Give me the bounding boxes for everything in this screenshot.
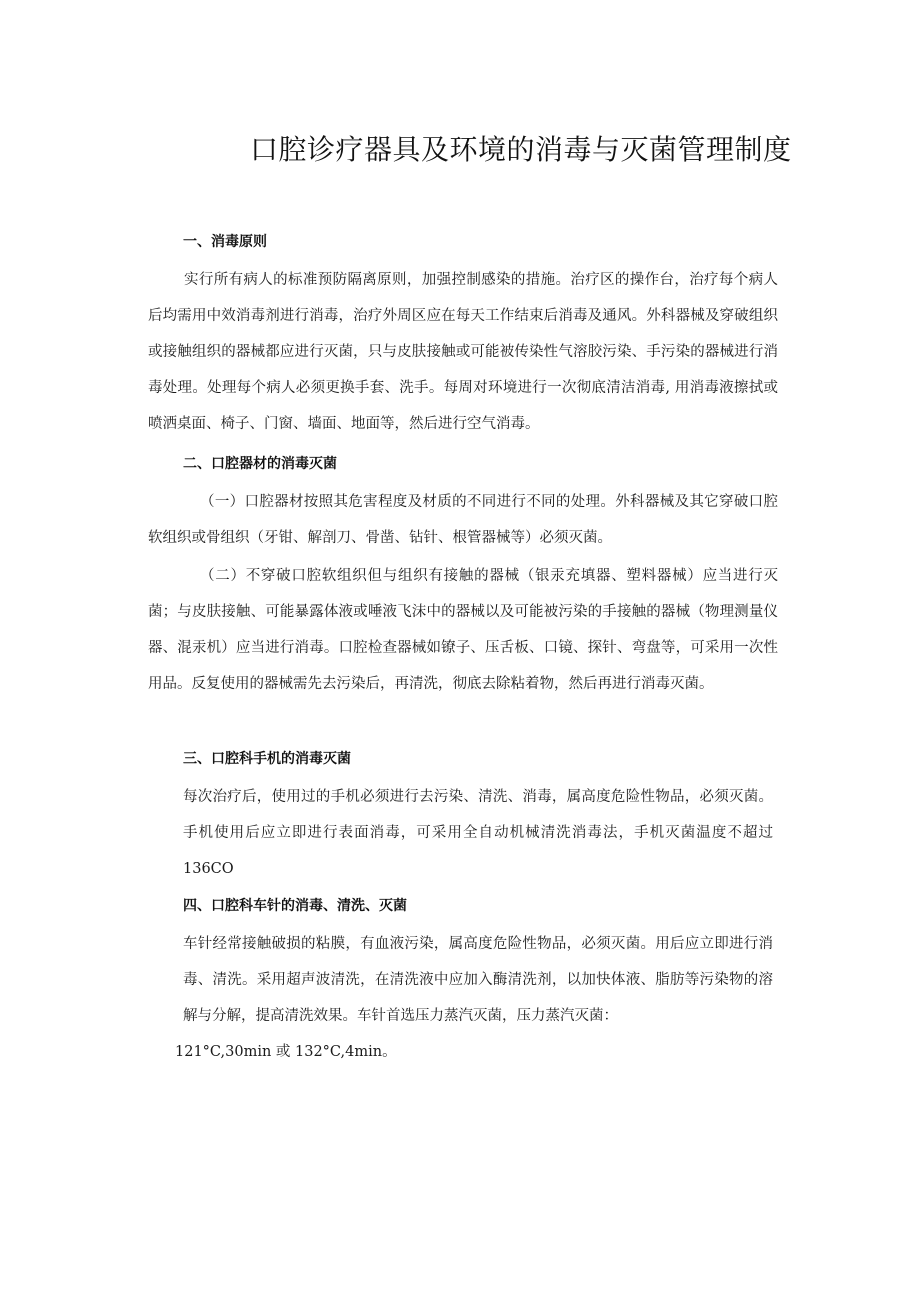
section-2-paragraph-2: （二）不穿破口腔软组织但与组织有接触的器械（银汞充填器、塑料器械）应当进行灭菌；与皮肤接触、可能暴露体液或唾液飞沫中的器械以及可能被污染的手接触的器械（物理测量仪器、混汞机）应当进行消毒。口腔检查器械如镣子、压舌板、口镜、探针、弯盘等，可采用一次性用品。反复使用的器械需先去污染后，再清洗，彻底去除粘着物，然后再进行消毒灭菌。: [148, 568, 778, 692]
section-3-paragraph-1: 每次治疗后，使用过的手机必须进行去污染、清洗、消毒，属高度危险性物品，必须灭菌。手机使用后应立即进行表面消毒，可采用全自动机械清洗消毒法，手机灭菌温度不超过 136CO: [183, 789, 773, 877]
section-1-paragraph-1: 实行所有病人的标准预防隔离原则，加强控制感染的措施。治疗区的操作台，治疗每个病人后均需用中效消毒剂进行消毒，治疗外周区应在每天工作结束后消毒及通风。外科器械及穿破组织或接触组织的器械都应进行灭菌，只与皮肤接触或可能被传染性气溶胶污染、手污染的器械进行消毒处理。处理每个病人必须更换手套、洗手。每周对环境进行一次彻底清洁消毒, 用消毒液擦拭或喷洒桌面、椅子、门窗、墙面、地面等，然后进行空气消毒。: [148, 272, 778, 432]
document-title: 口腔诊疗器具及环境的消毒与灭菌管理制度: [250, 133, 792, 166]
section-heading-4: 四、口腔科车针的消毒、清洗、灭菌: [183, 898, 407, 914]
section-4-paragraph-1: 车针经常接触破损的粘膜，有血液污染，属高度危险性物品，必须灭菌。用后应立即进行消毒、清洗。采用超声波清洗，在清洗液中应加入酶清洗剂，以加快体液、脂肪等污染物的溶解与分解，提高清洗效果。车针首选压力蒸汽灭菌，压力蒸汽灭菌：: [183, 936, 773, 1024]
section-2-paragraph-1: （一）口腔器材按照其危害程度及材质的不同进行不同的处理。外科器械及其它穿破口腔软组织或骨组织（牙钳、解剖刀、骨凿、钻针、根管器械等）必须灭菌。: [148, 494, 778, 546]
section-heading-1: 一、消毒原则: [183, 234, 267, 250]
section-heading-3: 三、口腔科手机的消毒灭菌: [183, 751, 351, 767]
sterilization-parameters: 121°C,30min 或 132°C,4min。: [175, 1044, 397, 1060]
section-heading-2: 二、口腔器材的消毒灭菌: [183, 456, 337, 472]
